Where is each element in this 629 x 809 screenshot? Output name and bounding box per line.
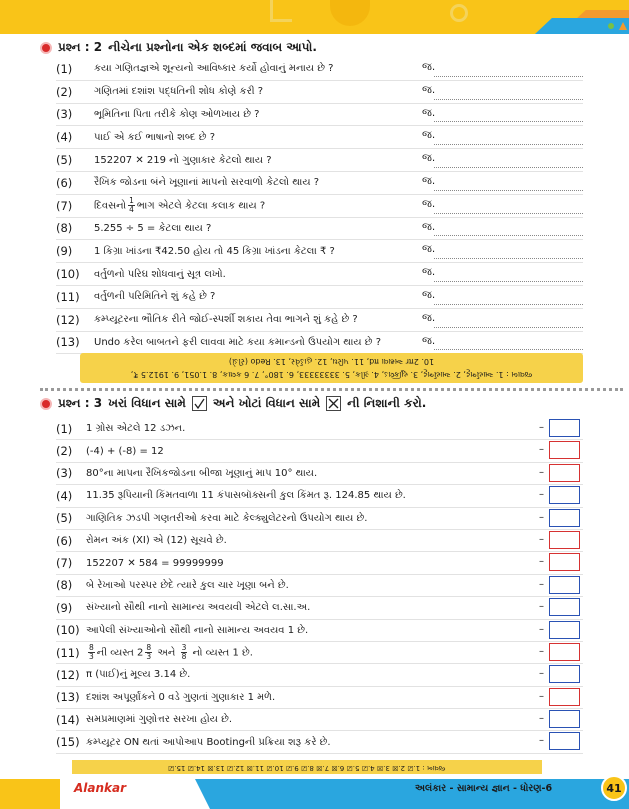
statement-text-part: નો વ્યસ્ત 1 છે. — [189, 647, 253, 659]
statement-number: (7) — [56, 556, 73, 571]
question-text: પાઈ એ કઈ ભાષાનો શબ્દ છે ? — [94, 131, 215, 143]
question-row — [56, 286, 583, 309]
section3-title-part1: ખરાં વિધાન સામે — [108, 396, 186, 410]
fraction — [145, 644, 152, 661]
decor-shapes-icon — [595, 20, 629, 34]
fraction — [128, 197, 135, 214]
answer-prefix: જ. — [422, 266, 436, 279]
statement-row — [56, 552, 583, 574]
answer-checkbox[interactable] — [549, 576, 580, 594]
answer-prefix: જ. — [422, 334, 436, 347]
statement-text: સંખ્યાનો સૌથી નાનો સામાન્ય અવયવી એટલે લ.સા.અ. — [86, 602, 311, 614]
question-number: (10) — [56, 267, 80, 282]
statement-text: 1 ગ્રોસ એટલે 12 ડઝન. — [86, 423, 186, 435]
question-number: (6) — [56, 175, 73, 190]
answer-prefix: જ. — [422, 197, 436, 210]
dash: – — [539, 466, 544, 478]
fraction-numerator: 8 — [89, 643, 94, 653]
statement-number: (5) — [56, 511, 73, 526]
header-band — [0, 0, 629, 34]
fraction-numerator: 3 — [181, 643, 187, 653]
answer-checkbox[interactable] — [549, 688, 580, 706]
question-text: વર્તુળનો પરિઘ શોધવાનું સૂત્ર લખો. — [94, 268, 226, 280]
statement-text-part: ની વ્યસ્ત 2 — [96, 647, 144, 659]
dash: – — [539, 601, 544, 613]
answer-line[interactable] — [434, 235, 583, 236]
question-text: 152207 ✕ 219 નો ગુણાકાર કેટલો થાય ? — [94, 154, 272, 166]
answer-line[interactable] — [434, 281, 583, 282]
section3-title-part2: અને ખોટાં વિધાન સામે — [212, 396, 321, 410]
section3-title-part3: ની નિશાની કરો. — [347, 396, 427, 410]
statement-text: 152207 ✕ 584 = 99999999 — [86, 557, 224, 569]
answer-line[interactable] — [434, 190, 583, 191]
statement-text: π (પાઈ)નું મૂલ્ય 3.14 છે. — [86, 669, 191, 681]
fraction-denominator: 3 — [146, 652, 152, 662]
answer-checkbox[interactable] — [549, 464, 580, 482]
dash: – — [539, 713, 544, 725]
statement-row — [56, 575, 583, 597]
footer-accent — [0, 779, 60, 809]
dash: – — [539, 623, 544, 635]
statement-number: (1) — [56, 421, 73, 436]
answer-line[interactable] — [434, 144, 583, 145]
answer-key-line: 10. 2πr અથવા πd, 11. પરિઘ, 12. હાર્ડવેર, 13. Redo (રીડો) — [228, 357, 435, 366]
statement-row — [56, 620, 583, 642]
answer-line[interactable] — [434, 304, 583, 305]
statement-row — [56, 731, 583, 753]
answer-line[interactable] — [434, 121, 583, 122]
statement-text: સમપ્રમાણમાં ગુણોત્તર સરખા હોય છે. — [86, 714, 233, 726]
cross-mark-icon — [326, 396, 341, 411]
statement-text: દશાંશ અપૂર્ણાંકને 0 વડે ગુણતાં ગુણાકાર 1 મળે. — [86, 691, 276, 703]
statement-row — [56, 508, 583, 530]
fraction-numerator: 8 — [146, 643, 152, 653]
answer-checkbox[interactable] — [549, 643, 580, 661]
question-number: (12) — [56, 312, 80, 327]
question-number: (3) — [56, 107, 73, 122]
answer-prefix: જ. — [422, 243, 436, 256]
answer-line[interactable] — [434, 349, 583, 350]
dash: – — [539, 444, 544, 456]
question-row — [56, 149, 583, 172]
answer-prefix: જ. — [422, 288, 436, 301]
question-text: કમ્પ્યૂટરના ભૌતિક રીતે જોઈ-સ્પર્શી શકાય તેવા ભાગને શું કહે છે ? — [94, 314, 358, 326]
dash: – — [539, 690, 544, 702]
question-row — [56, 218, 583, 241]
statement-text: કમ્પ્યૂટર ON થતાં આપોઆપ Bootingની પ્રક્રિયા શરૂ કરે છે. — [86, 736, 331, 748]
section2-heading — [40, 40, 317, 55]
statement-text — [86, 644, 583, 661]
answer-line[interactable] — [434, 327, 583, 328]
statement-number: (2) — [56, 444, 73, 459]
answer-checkbox[interactable] — [549, 486, 580, 504]
question-number: (13) — [56, 335, 80, 350]
question-text-part: દિવસનો — [94, 200, 127, 212]
question-text: ગણિતમાં દશાંશ પદ્ધતિની શોધ કોણે કરી ? — [94, 86, 264, 98]
statement-number: (12) — [56, 667, 80, 682]
question-text: 5.255 ÷ 5 = કેટલા થાય ? — [94, 222, 212, 234]
answer-prefix: જ. — [422, 61, 436, 73]
statement-text: ગાણિતિક ઝડપી ગણતરીઓ કરવા માટે કેલ્ક્યુલેટરનો ઉપયોગ થાય છે. — [86, 512, 368, 524]
question-number: (7) — [56, 198, 73, 213]
fraction — [88, 644, 95, 661]
footer-title: અલંકાર - સામાન્ય જ્ઞાન - ધોરણ-6 — [415, 783, 553, 794]
dash: – — [539, 533, 544, 545]
answer-line[interactable] — [434, 99, 583, 100]
statement-number: (9) — [56, 600, 73, 615]
statement-number: (3) — [56, 466, 73, 481]
answer-prefix: જ. — [422, 83, 436, 96]
answer-prefix: જ. — [422, 129, 436, 142]
answer-checkbox[interactable] — [549, 419, 580, 437]
statement-text: 80°ના માપના રૈખિકજોડના બીજા ખૂણાનું માપ 10° થાય. — [86, 467, 318, 479]
question-row — [56, 240, 583, 263]
question-row — [56, 332, 583, 355]
fraction-numerator: 1 — [129, 196, 134, 206]
answer-line[interactable] — [434, 213, 583, 214]
statement-number: (6) — [56, 533, 73, 548]
dash: – — [539, 645, 544, 657]
question-text: ભૂમિતિના પિતા તરીકે કોણ ઓળખાય છે ? — [94, 108, 260, 120]
answer-line[interactable] — [434, 258, 583, 259]
statement-row — [56, 530, 583, 552]
bullet-icon — [40, 42, 52, 54]
dash: – — [539, 422, 544, 433]
question-number: (1) — [56, 61, 73, 76]
statement-row — [56, 463, 583, 485]
dash: – — [539, 578, 544, 590]
question-row — [56, 309, 583, 332]
statement-text-part: અને — [154, 647, 179, 659]
question-number: (9) — [56, 244, 73, 259]
question-number: (8) — [56, 221, 73, 236]
answer-line[interactable] — [434, 76, 583, 77]
statement-row — [56, 664, 583, 686]
page-number: 41 — [601, 775, 627, 801]
question-row — [56, 58, 583, 81]
answer-key-line: જવાબ : 1.☑ 2.☒ 3.☒ 4.☑ 5.☑ 6.☒ 7.☒ 8.☑ 9.☑ 10.☑ 11.☒ 12.☑ 13.☒ 14.☑ 15.☑ — [168, 763, 446, 772]
section3-heading — [40, 396, 426, 411]
answer-checkbox[interactable] — [549, 710, 580, 728]
statement-number: (13) — [56, 690, 80, 705]
statement-row — [56, 485, 583, 507]
question-row — [56, 172, 583, 195]
question-text: Undo કરેલ બાબતને ફરી લાવવા માટે કયા કમાન્ડનો ઉપયોગ થાય છે ? — [94, 336, 381, 348]
question-row — [56, 263, 583, 286]
question-text-part: ભાગ એટલે કેટલા કલાક થાય ? — [136, 200, 266, 212]
question-row — [56, 104, 583, 127]
decor-circle — [450, 4, 468, 22]
section2-title: નીચેના પ્રશ્નોના એક શબ્દમાં જવાબ આપો. — [108, 40, 317, 54]
statement-text: (-4) + (-8) = 12 — [86, 445, 164, 457]
question-number: (5) — [56, 153, 73, 168]
statement-list — [56, 418, 583, 754]
statement-row — [56, 642, 583, 664]
answer-prefix: જ. — [422, 220, 436, 233]
statement-row — [56, 709, 583, 731]
dash: – — [539, 735, 544, 747]
dash: – — [539, 489, 544, 501]
statement-number: (15) — [56, 735, 80, 750]
question-row — [56, 195, 583, 218]
dash: – — [539, 511, 544, 523]
divider — [40, 388, 623, 391]
answer-prefix: જ. — [422, 174, 436, 187]
statement-number: (14) — [56, 712, 80, 727]
question-text: વર્તુળની પરિમિતિને શું કહે છે ? — [94, 291, 216, 303]
question-number: (2) — [56, 84, 73, 99]
answer-key — [80, 353, 583, 383]
check-mark-icon — [192, 396, 207, 411]
question-text: કયા ગણિતજ્ઞએ શૂન્યનો આવિષ્કાર કર્યો હોવાનું મનાય છે ? — [94, 63, 334, 75]
fraction-denominator: 3 — [89, 652, 94, 662]
answer-checkbox[interactable] — [549, 553, 580, 571]
question-row — [56, 81, 583, 104]
answer-checkbox[interactable] — [549, 441, 580, 459]
answer-checkbox[interactable] — [549, 732, 580, 750]
answer-checkbox[interactable] — [549, 531, 580, 549]
statement-row — [56, 687, 583, 709]
statement-row — [56, 597, 583, 619]
fraction-denominator: 8 — [181, 652, 187, 662]
answer-line[interactable] — [434, 167, 583, 168]
answer-key-line: જવાબ : 1. આર્યભટ્ટ, 2. આર્યભટ્ટ, 3. યુક્લિડ, 4. ગ્રીક, 5. 33333333, 6. 180°, 7. 6 કલાક, 8. 1.051, 9. 1912.5 ₹, — [130, 370, 533, 379]
statement-text: બે રેખાઓ પરસ્પર છેદે ત્યારે કુલ ચાર ખૂણા બને છે. — [86, 579, 289, 591]
decor-shape — [270, 0, 292, 22]
statement-number: (8) — [56, 578, 73, 593]
statement-number: (4) — [56, 488, 73, 503]
dash: – — [539, 556, 544, 568]
statement-number: (11) — [56, 645, 80, 660]
question-number: (11) — [56, 289, 80, 304]
fraction — [181, 644, 188, 661]
answer-checkbox[interactable] — [549, 509, 580, 527]
bullet-icon — [40, 398, 52, 410]
section3-label: પ્રશ્ન : 3 — [58, 396, 103, 410]
dash: – — [539, 668, 544, 680]
question-list — [56, 58, 583, 354]
statement-row — [56, 418, 583, 440]
question-number: (4) — [56, 130, 73, 145]
fraction-denominator: 4 — [129, 205, 134, 215]
statement-row — [56, 440, 583, 462]
statement-text: 11.35 રૂપિયાની કિંમતવાળા 11 કંપાસબૉક્સની કુલ કિંમત રૂ. 124.85 થાય છે. — [86, 490, 406, 502]
section2-label: પ્રશ્ન : 2 — [58, 40, 103, 54]
brand-logo: Alankar — [74, 781, 127, 795]
statement-text: આપેલી સંખ્યાઓનો સૌથી નાનો સામાન્ય અવયવ 1 છે. — [86, 624, 309, 636]
question-text: રૈખિક જોડના બંને ખૂણાનાં માપનો સરવાળો કેટલો થાય ? — [94, 177, 320, 189]
statement-text: રોમન અંક (XI) એ (12) સૂચવે છે. — [86, 535, 227, 547]
statement-number: (10) — [56, 623, 80, 638]
answer-checkbox[interactable] — [549, 598, 580, 616]
answer-checkbox[interactable] — [549, 665, 580, 683]
answer-prefix: જ. — [422, 152, 436, 165]
question-text: 1 કિગ્રા ખાંડના ₹42.50 હોય તો 45 કિગ્રા ખાંડના કેટલા ₹ ? — [94, 245, 335, 257]
question-row — [56, 126, 583, 149]
answer-checkbox[interactable] — [549, 621, 580, 639]
answer-key — [72, 760, 542, 774]
answer-prefix: જ. — [422, 311, 436, 324]
answer-prefix: જ. — [422, 106, 436, 119]
